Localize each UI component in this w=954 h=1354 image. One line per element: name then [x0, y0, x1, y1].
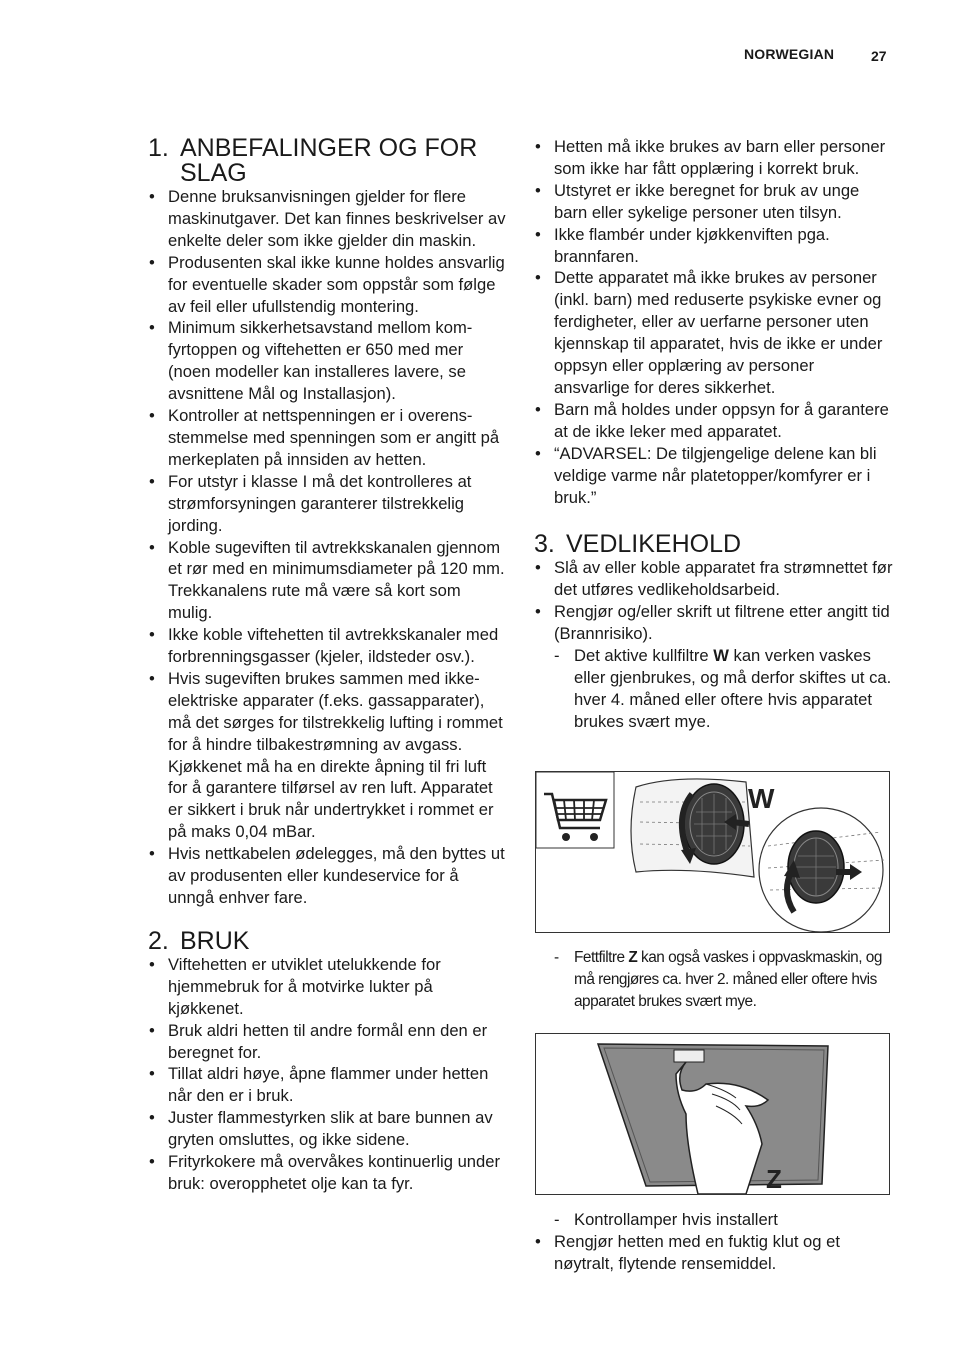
section2-list-right [534, 136, 894, 508]
section3-dash-list-2 [534, 947, 894, 1013]
grease-filter-text-block [534, 947, 894, 1013]
section2-heading [148, 926, 508, 955]
list-item: • Juster flammestyrken slik at bare bunnen av gryten omsluttes, og ikke sidene. [148, 1107, 508, 1151]
section1-title: ANBEFALINGER OG FOR SLAG [180, 134, 478, 187]
section1-list [148, 186, 508, 909]
dash-item-charcoal-filter: - Det aktive kullfiltre W kan verken vaskes eller gjenbrukes, og må derfor skiftes ut ca. hver 4. måned eller oftere hvis apparatet brukes svært mye. [534, 645, 894, 733]
section3-title: VEDLIKEHOLD [566, 530, 742, 559]
list-item: • Ikke flambér under kjøkkenviften pga. brannfaren. [534, 224, 894, 268]
final-text-block [534, 1209, 894, 1275]
list-item: • Produsenten skal ikke kunne holdes ansvarlig for eventuelle skader som oppstår som følge av feil eller ufullstendig montering. [148, 252, 508, 318]
list-item: • Hetten må ikke brukes av barn eller personer som ikke har fått opplæring i korrekt bruk. [534, 136, 894, 180]
list-item: • Minimum sikkerhetsavstand mellom komfyrtoppen og viftehetten er 650 med mer (noen modeller kan installeres lavere, se avsnittene Mål og Installasjon). [148, 317, 508, 405]
charcoal-filter-illustration [535, 771, 890, 933]
filter-letter-z: Z [628, 949, 638, 966]
list-item: • Hvis nettkabelen ødelegges, må den byttes ut av produsenten eller kundeservice for å unngå enhver fare. [148, 843, 508, 909]
list-item: • For utstyr i klasse I må det kontrolleres at strømforsyningen garanterer tilstrekkelig jording. [148, 471, 508, 537]
grease-filter-illustration [535, 1033, 890, 1195]
list-item: • Dette apparatet må ikke brukes av personer (inkl. barn) med reduserte psykiske evner og ferdigheter, eller av uerfarne personer uten kjennskap til apparatet, hvis de ikke er under oppsyn eller opplæring av personer ansvarlige for deres sikkerhet. [534, 267, 894, 398]
left-column [148, 136, 508, 1195]
section1-heading [148, 136, 508, 186]
grease-filter-drawing [536, 1034, 889, 1194]
list-item: • Rengjør hetten med en fuktig klut og et nøytralt, flytende rensemiddel. [534, 1231, 894, 1275]
section1-number: 1. [148, 134, 169, 162]
list-item: • Frityrkokere må overvåkes kontinuerlig under bruk: overopphetet olje kan ta fyr. [148, 1151, 508, 1195]
list-item: • Ikke koble viftehetten til avtrekkskanaler med forbrenningsgasser (kjeler, ildsteder osv.). [148, 624, 508, 668]
section3-list [534, 557, 894, 732]
filter-letter-w: W [713, 646, 729, 666]
list-item: • Tillat aldri høye, åpne flammer under hetten når den er i bruk. [148, 1063, 508, 1107]
list-item: • Bruk aldri hetten til andre formål enn den er beregnet for. [148, 1020, 508, 1064]
list-item: • Slå av eller koble apparatet fra strømnettet før det utføres vedlikeholdsarbeid. [534, 557, 894, 601]
list-item: • Rengjør og/eller skrift ut filtrene etter angitt tid (Brannrisiko). [534, 601, 894, 645]
right-column [534, 136, 894, 733]
dash-item-control-lamps: - Kontrollamper hvis installert [534, 1209, 894, 1231]
list-item: • Utstyret er ikke beregnet for bruk av unge barn eller sykelige personer uten tilsyn. [534, 180, 894, 224]
section2-number: 2. [148, 926, 169, 955]
dash-item-grease-filter: - Fettfiltre Z kan også vaskes i oppvaskmaskin, og må rengjøres ca. hver 2. måned eller oftere hvis apparatet brukes svært mye. [534, 947, 894, 1013]
header-language: NORWEGIAN [744, 46, 835, 62]
list-item: • Denne bruksanvisningen gjelder for flere maskinutgaver. Det kan finnes beskrivelser av enkelte deler som ikke gjelder din maskin. [148, 186, 508, 252]
label-w: W [748, 783, 775, 814]
list-item: • Barn må holdes under oppsyn for å garantere at de ikke leker med apparatet. [534, 399, 894, 443]
page-number: 27 [871, 48, 887, 64]
list-item: • “ADVARSEL: De tilgjengelige delene kan bli veldige varme når platetopper/komfyrer er i bruk.” [534, 443, 894, 509]
section2-title: BRUK [180, 926, 250, 955]
label-z: Z [766, 1164, 782, 1194]
list-item: • Kontroller at nettspenningen er i overensstemmelse med spenningen som er angitt på merkeplaten på innsiden av hetten. [148, 405, 508, 471]
section3-final-list [534, 1209, 894, 1275]
section2-list-left [148, 954, 508, 1195]
list-item: • Koble sugeviften til avtrekkskanalen gjennom et rør med en minimumsdiameter på 120 mm. Trekkanalens rute må være så kort som mulig. [148, 537, 508, 625]
section3-number: 3. [534, 530, 555, 559]
list-item: • Viftehetten er utviklet utelukkende for hjemmebruk for å motvirke lukter på kjøkkenet. [148, 954, 508, 1020]
charcoal-filter-drawing [536, 772, 889, 932]
list-item: • Hvis sugeviften brukes sammen med ikke-elektriske apparater (f.eks. gassapparater), må det sørges for tilstrekkelig lufting i rommet for å hindre tilbakestrømning av avgass. Kjøkkenet må ha en direkte åpning til fri luft for å garantere tilførsel av ren luft. Apparatet er sikkert i bruk når undertrykket i rommet er på maks 0,04 mBar. [148, 668, 508, 843]
section3-heading [534, 532, 894, 557]
